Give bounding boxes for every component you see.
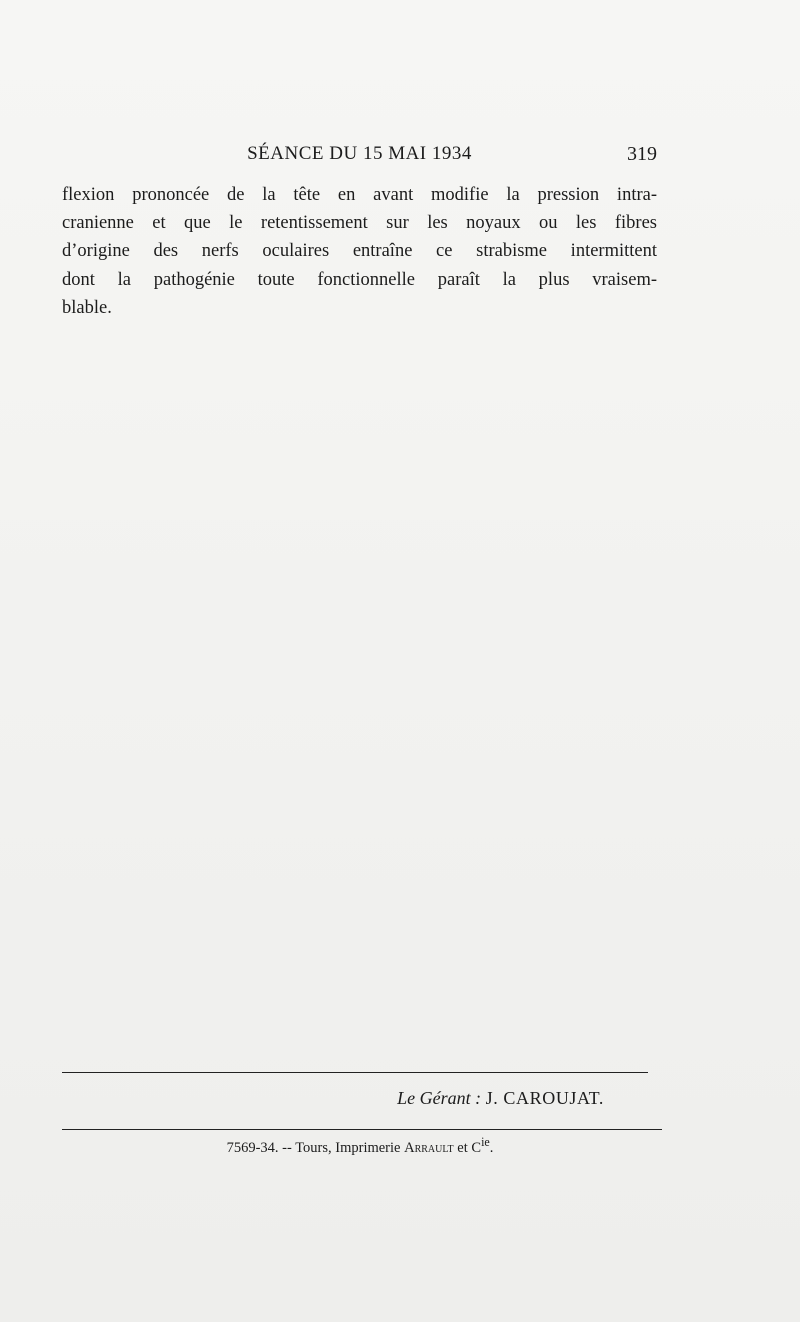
running-head — [62, 143, 657, 169]
imprint-printer: Arrault — [404, 1139, 454, 1156]
signature-name: J. CAROUJAT. — [485, 1088, 604, 1108]
running-title: SÉANCE DU 15 MAI 1934 — [247, 143, 472, 164]
imprint-end: . — [489, 1139, 494, 1156]
body-paragraph — [62, 181, 657, 322]
body-line: cranienne et que le retentissement sur les noyaux ou les fibres — [62, 213, 657, 234]
page-number: 319 — [627, 143, 657, 165]
signature — [397, 1088, 604, 1109]
printer-imprint — [0, 1135, 720, 1157]
footer-rule-top — [62, 1072, 648, 1073]
footer-rule-bottom — [62, 1129, 662, 1130]
imprint-superscript: ie — [481, 1135, 490, 1149]
imprint-number: 7569-34. — [226, 1139, 279, 1156]
body-line: blable. — [62, 297, 112, 318]
imprint-suffix: et C — [457, 1139, 482, 1156]
body-line: flexion prononcée de la tête en avant modifie la pression intra- — [62, 185, 657, 205]
signature-label: Le Gérant : — [397, 1088, 482, 1108]
body-line: dont la pathogénie toute fonctionnelle paraît la plus vraisem- — [62, 269, 657, 290]
body-line: d’origine des nerfs oculaires entraîne ce strabisme intermittent — [62, 241, 657, 262]
imprint-text: -- Tours, Imprimerie — [282, 1139, 401, 1156]
